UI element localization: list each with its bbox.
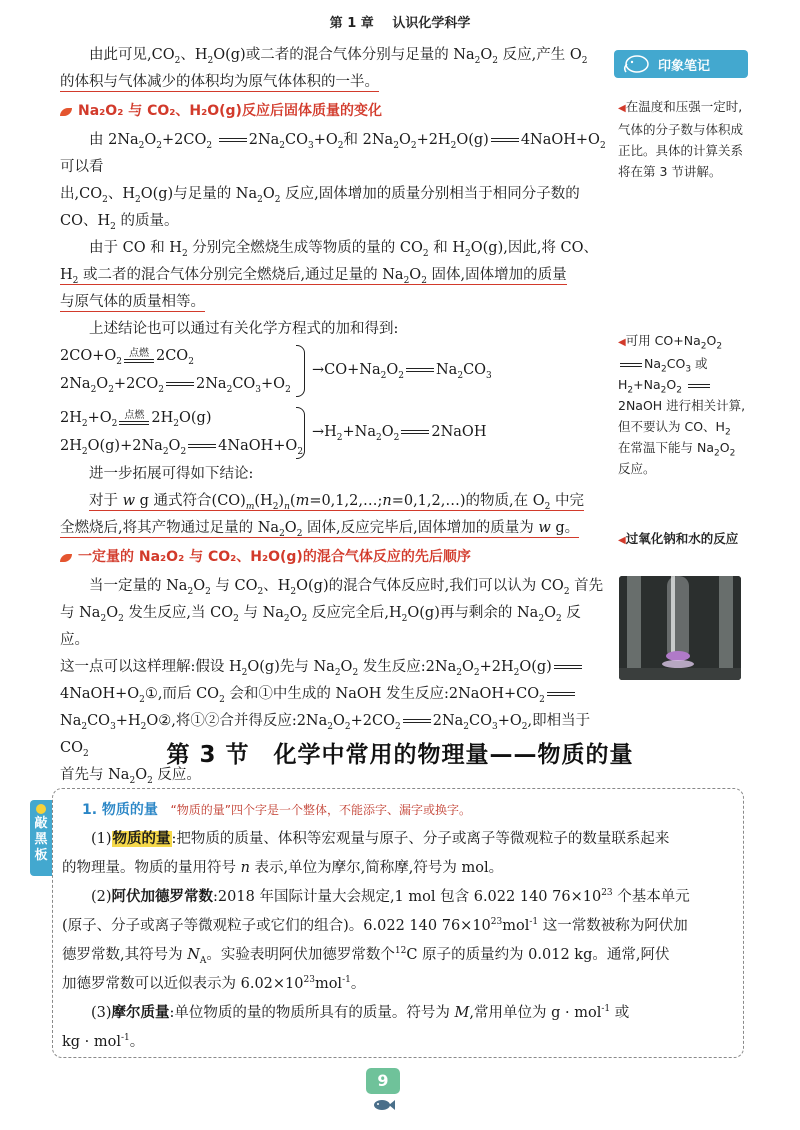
paragraph: (原子、分子或离子等微观粒子或它们的组合)。6.022 140 $76\times 10^{23}mol^{-1}$ 这一常数被称为阿伏加 bbox=[62, 917, 688, 934]
running-header bbox=[0, 12, 800, 31]
test-tube-picture bbox=[619, 576, 741, 680]
paragraph: $4NaOH+O_2①$,而后 $CO_2$ 会和①中生成的 NaOH 发生反应$:2NaOH+CO_2$ bbox=[60, 681, 608, 708]
paragraph: 出$,CO_2$、$H_2O(g)$与足量的 $Na_2O_2$ 反应,固体增加的质量分别相当于相同分子数的 bbox=[60, 186, 580, 205]
paragraph: kg · mol$^{-1}$。 bbox=[62, 1033, 145, 1050]
paragraph: 德罗常数,其符号为 $N_A$。实验表明阿伏加德罗常数个$^{12}$C 原子的质量约为 0.012 kg。通常,阿伏 bbox=[62, 946, 670, 966]
paragraph: 加德罗常数可以近似表示为 $6.02\times 10^{23}mol^{-1}$。 bbox=[62, 975, 366, 992]
main-text bbox=[60, 42, 608, 789]
term: 摩尔质量 bbox=[111, 1005, 170, 1021]
paragraph: (1)物质的量:把物质的质量、体积等宏观量与原子、分子或离子等微观粒子的数量联系起来 bbox=[91, 831, 670, 847]
paragraph: 的体积与气体减少的体积均为原气体体积的一半。 bbox=[60, 74, 379, 90]
paragraph: $Na_2CO_3+H_2O②$,将①②合并得反应$:2Na_2O_2+2CO_2$ $2Na_2CO_3+O_2$,即相当于 $CO_2$ bbox=[60, 713, 591, 759]
leaf-icon bbox=[60, 108, 72, 116]
term: 物质的量 bbox=[112, 831, 171, 847]
bulb-icon bbox=[36, 804, 46, 814]
equation-group: $2CO+O_2$ 点燃 $2CO_2$ $2Na_2O_2+2CO_2$ $2Na_2CO_3+O_2$ $\to CO+Na_2O_2$ $Na_2CO_3$ bbox=[60, 343, 608, 399]
paragraph: 的物理量。物质的量用符号 n 表示,单位为摩尔,简称摩,符号为 mol。 bbox=[62, 860, 504, 876]
paragraph: 这一点可以这样理解:假设 $H_2O(g)$先与 $Na_2O_2$ 发生反应$:2Na_2O_2+2H_2O(g)$ bbox=[60, 654, 608, 681]
box-heading: 1. 物质的量 bbox=[82, 802, 158, 818]
page-number: 9 bbox=[366, 1068, 400, 1094]
experiment-photo bbox=[619, 576, 741, 680]
paragraph: (2)阿伏加德罗常数:2018 年国际计量大会规定,1 mol 包含 6.022 140 $76\times 10^{23}$ 个基本单元 bbox=[91, 888, 690, 905]
paragraph: 当一定量的 $Na_2O_2$ 与 $CO_2$、$H_2O(g)$的混合气体反应时,我们可以认为 $CO_2$ 首先 bbox=[89, 578, 604, 597]
box-heading-line bbox=[62, 796, 734, 825]
paragraph: 与原气体的质量相等。 bbox=[60, 294, 205, 310]
leaf-icon bbox=[60, 554, 72, 562]
term: 阿伏加德罗常数 bbox=[111, 889, 214, 905]
side-note: ◀过氧化钠和水的反应 bbox=[618, 531, 739, 546]
paragraph: $H_2$ 或二者的混合气体分别完全燃烧后,通过足量的 $Na_2O_2$ 固体,固体增加的质量 bbox=[60, 267, 567, 286]
chapter-number: 第 1 章 bbox=[329, 16, 374, 31]
box-content bbox=[62, 796, 734, 1057]
paragraph: 由 $2Na_2O_2+2CO_2$ $2Na_2CO_3+O_2$和 $2Na_2O_2+2H_2O(g)$ $4NaOH+O_2$可以看 bbox=[60, 132, 606, 175]
paragraph: (3)摩尔质量:单位物质的量的物质所具有的质量。符号为 M,常用单位为 g · mol$^{-1}$ 或 bbox=[91, 1004, 630, 1021]
sub-heading: Na₂O₂ 与 CO₂、H₂O(g)反应后固体质量的变化 bbox=[60, 98, 608, 125]
section-title: 第 3 节 化学中常用的物理量——物质的量 bbox=[166, 742, 634, 768]
brace bbox=[296, 407, 305, 459]
handwritten-note: “物质的量”四个字是一个整体，不能添字、漏字或换字。 bbox=[170, 803, 471, 817]
paragraph: 由此可见$,CO_2$、$H_2O(g)$或二者的混合气体分别与足量的 $Na_2O_2$ 反应,产生 $O_2$ bbox=[89, 47, 588, 66]
brace bbox=[296, 345, 305, 397]
paragraph: 首先与 $Na_2O_2$ 反应。 bbox=[60, 767, 201, 786]
chapter-title: 认识化学科学 bbox=[392, 16, 471, 31]
paragraph: 与 $Na_2O_2$ 发生反应,当 $CO_2$ 与 $Na_2O_2$ 反应完全后$,H_2O(g)$再与剩余的 $Na_2O_2$ 反应。 bbox=[60, 605, 581, 648]
side-note: ◀在温度和压强一定时,气体的分子数与体积成正比。具体的计算关系将在第 3 节讲解。 bbox=[618, 99, 744, 179]
paragraph: 由于 CO 和 $H_2$ 分别完全燃烧生成等物质的量的 $CO_2$ 和 $H_2O(g)$,因此,将 CO、 bbox=[89, 240, 599, 259]
paragraph: CO、$H_2$ 的质量。 bbox=[60, 213, 179, 232]
sub-heading: 一定量的 Na₂O₂ 与 CO₂、H₂O(g)的混合气体反应的先后顺序 bbox=[60, 544, 608, 571]
paragraph: 对于 w g 通式符合$(CO)_m(H_2)_n(m=0,1,2,\dots;n=0,1,2,\dots)$的物质,在 $O_2$ 中完 bbox=[89, 493, 584, 512]
fish-icon bbox=[372, 1098, 396, 1112]
note-tag: 印象笔记 bbox=[614, 50, 748, 78]
equation-group: $2H_2+O_2$ 点燃 $2H_2O(g)$ $2H_2O(g)+2Na_2O_2$ $4NaOH+O_2$ $\to H_2+Na_2O_2$ 2NaOH bbox=[60, 405, 608, 461]
paragraph: 全燃烧后,将其产物通过足量的 $Na_2O_2$ 固体,反应完毕后,固体增加的质量为 w g。 bbox=[60, 520, 580, 539]
paragraph: 进一步拓展可得如下结论: bbox=[89, 466, 254, 482]
paragraph: 上述结论也可以通过有关化学方程式的加和得到: bbox=[89, 321, 399, 337]
side-note: ◀可用 $CO+Na_2O_2$ $Na_2CO_3$ 或 $H_2+Na_2O_2$ 2NaOH 进行相关计算,但不要认为 CO、$H_2$ 在常温下能与 $Na_2O_2$ 反应。 bbox=[618, 333, 746, 476]
side-tab: 敲黑板 bbox=[30, 800, 52, 876]
elephant-icon bbox=[622, 54, 652, 74]
